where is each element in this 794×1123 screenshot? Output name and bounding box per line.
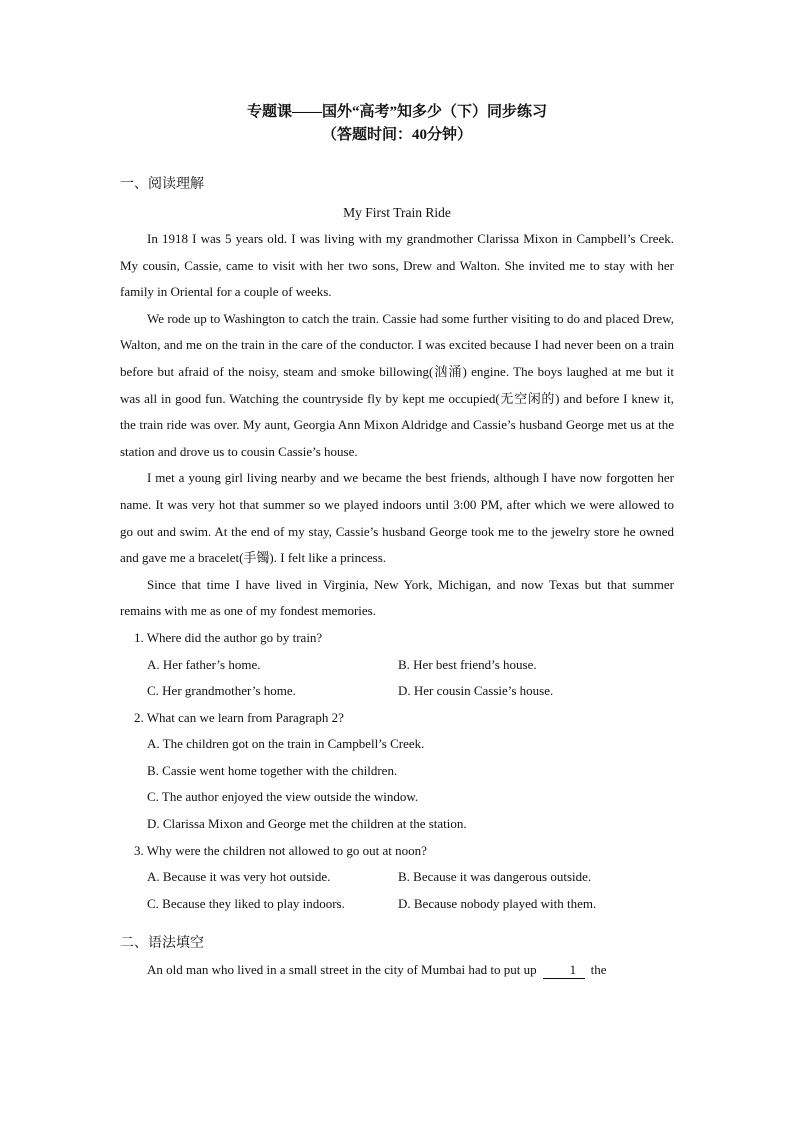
question-stem: 3. Why were the children not allowed to go out at noon? — [134, 842, 427, 858]
option-d: D. Because nobody played with them. — [398, 895, 597, 911]
passage-paragraph: Since that time I have lived in Virginia, New York, Michigan, and now Texas but that summer remains with me as one of my fondest memories. — [120, 576, 674, 619]
passage-paragraph: I met a young girl living nearby and we became the best friends, although I have now forgotten her name. It was very hot that summer so we played indoors until 3:00 PM, after which we were allowed to go out and swim. At the end of my stay, Cassie’s husband George took me to the jewelry store he owned and gave me a bracelet(手镯). I felt like a princess. — [120, 470, 674, 566]
blank-1[interactable]: 1 — [543, 962, 585, 979]
option-a: A. The children got on the train in Campbell’s Creek. — [147, 736, 425, 752]
section-grammar-label: 二、语法填空 — [120, 936, 204, 952]
option-b: B. Her best friend’s house. — [398, 656, 537, 672]
passage-paragraph: In 1918 I was 5 years old. I was living with my grandmother Clarissa Mixon in Campbell’s Creek. My cousin, Cassie, came to visit with her two sons, Drew and Walton. She invited me to stay with her family in Oriental for a couple of weeks. — [120, 231, 674, 300]
option-d: D. Her cousin Cassie’s house. — [398, 683, 554, 699]
passage-paragraph: We rode up to Washington to catch the train. Cassie had some further visiting to do and placed Drew, Walton, and me on the train in the care of the conductor. I was excited because I had never been on a train before but afraid of the noisy, steam and smoke billowing(汹涌) engine. The boys laughed at me but it was all in good fun. Watching the countryside fly by kept me occupied(无空闲的) and before I knew it, the train ride was over. My aunt, Georgia Ann Mixon Aldridge and Cassie’s husband George met us at the station and drove us to cousin Cassie’s house. — [120, 310, 674, 459]
section-reading-label: 一、阅读理解 — [120, 177, 204, 192]
option-a: A. Her father’s home. — [147, 656, 261, 672]
option-b: B. Because it was dangerous outside. — [398, 869, 592, 885]
question-options — [120, 864, 674, 917]
page-subtitle: （答题时间：40分钟） — [321, 127, 472, 143]
grammar-text-after: the — [590, 962, 607, 978]
grammar-text-before: An old man who lived in a small street in the city of Mumbai had to put up — [147, 962, 537, 978]
worksheet-page — [120, 100, 674, 984]
option-c: C. Because they liked to play indoors. — [147, 895, 345, 911]
option-b: B. Cassie went home together with the children. — [147, 762, 398, 778]
page-title: 专题课——国外“高考”知多少（下）同步练习 — [246, 104, 547, 120]
option-d: D. Clarissa Mixon and George met the children at the station. — [147, 816, 467, 832]
option-c: C. The author enjoyed the view outside the window. — [147, 789, 419, 805]
question-stem: 1. Where did the author go by train? — [134, 629, 323, 645]
question-stem: 2. What can we learn from Paragraph 2? — [134, 709, 344, 725]
question-options — [120, 652, 674, 705]
option-a: A. Because it was very hot outside. — [147, 869, 331, 885]
question-options — [120, 731, 674, 837]
option-c: C. Her grandmother’s home. — [147, 683, 296, 699]
passage-title: My First Train Ride — [343, 205, 451, 220]
grammar-paragraph — [120, 957, 674, 984]
